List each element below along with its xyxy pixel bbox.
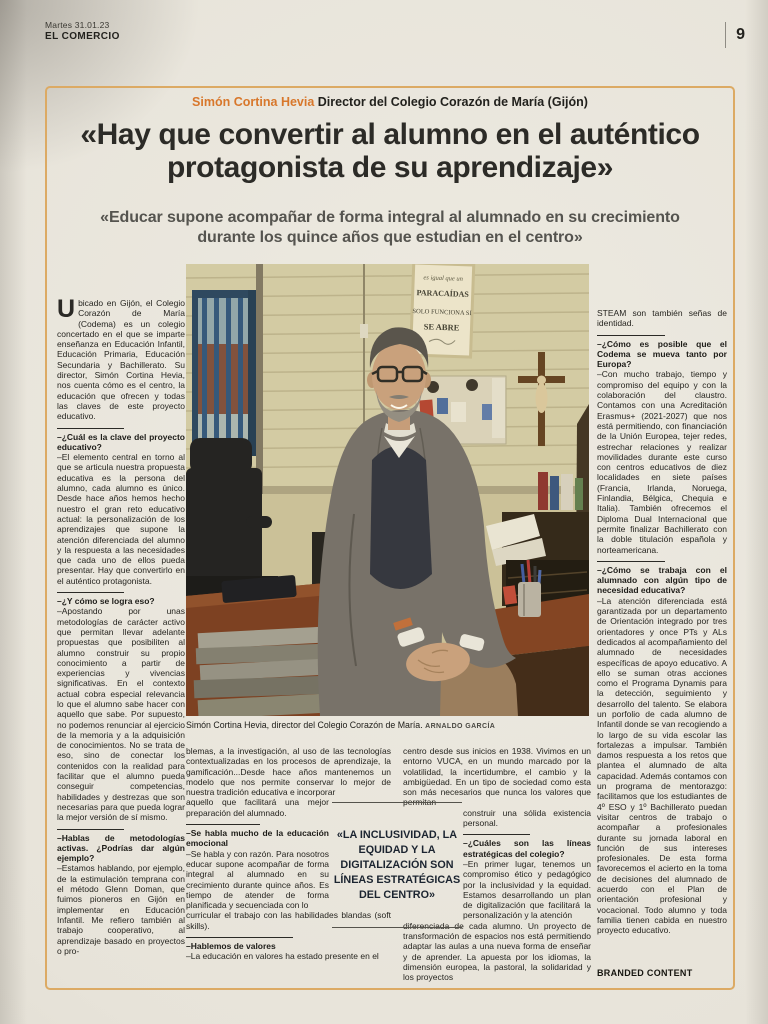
intro-text: bicado en Gijón, el Colegio Corazón de María (Codema) es un colegio concertado en el que se imparte enseñanza en Educación Infantil, Educación Primaria, Educación Secundaria y Bachillerato. Su director, Simón Cortina Hevia, nos cuenta cómo es el centro, la educación que ofrecen y todas las claves de este proyecto educativo. bbox=[57, 298, 185, 422]
masthead-right bbox=[725, 20, 745, 50]
question-rule bbox=[57, 829, 124, 830]
answer-continuation: blemas, a la investigación, al uso de las tecnologías contextualizadas en los procesos de aprendizaje, la gamificación...Desde hace años mantenemos un modelo que nos permite conservar lo mejor de nuestra tradición educativa e incorporar bbox=[186, 746, 391, 798]
answer-continuation: STEAM son también señas de identidad. bbox=[597, 308, 727, 329]
answer-continuation: diferenciada de cada alumno. Un proyecto de transformación de espacios nos está permitiendo adaptar las aulas a una nueva forma de enseñar y de aprender. La apuesta por los idiomas, la dimensión europea, la pastoral, la solidaridad y los proyectos bbox=[403, 920, 591, 983]
answer: –Estamos hablando, por ejemplo, de la estimulación temprana con el método Glenn Doman, que fuimos pioneros en Gijón en implementar en Educación Infantil. Me refiero también al trabajo cooperativo, al aprendizaje basado en proyectos o pro- bbox=[57, 863, 185, 956]
question-rule bbox=[463, 834, 530, 835]
subheadline: «Educar supone acompañar de forma integral al alumnado en su crecimiento durante los quince años que estudian en el centro» bbox=[100, 209, 680, 246]
qa-section bbox=[57, 592, 185, 823]
masthead bbox=[45, 20, 745, 50]
question-rule bbox=[57, 592, 124, 593]
wrap-around-quote bbox=[186, 797, 329, 910]
answer: –Con mucho trabajo, tiempo y compromiso del equipo y con la colaboración del claustro. Contamos con una Acreditación Erasmus+ (2021-2027) que nos está permitiendo, con financiación de la Unión Europea, tejer redes, estrechar relaciones y realizar movilidades durante este curso con centros educativos de diez localidades en siete países (Francia, Irlanda, Noruega, Finlandia, Bélgica, Chequia e Italia). También ofrecemos el Diploma Dual Internacional que permite finalizar Bachillerato con la doble titulación española y norteamericana. bbox=[597, 369, 727, 555]
question: –¿Y cómo se logra eso? bbox=[57, 596, 155, 607]
kicker-name: Simón Cortina Hevia bbox=[192, 95, 315, 109]
qa-section bbox=[186, 937, 391, 962]
photo-caption bbox=[186, 720, 589, 732]
answer-continuation: curricular el trabajo con las habilidades blandas (soft skills). bbox=[186, 910, 391, 931]
qa-section bbox=[597, 335, 727, 555]
sign-line3: SE ABRE bbox=[423, 321, 460, 333]
answer: –La educación en valores ha estado presente en el bbox=[186, 951, 379, 962]
answer-continuation: construir una sólida existencia personal. bbox=[463, 807, 591, 829]
answer-continuation: aquello que facilitará una mejor preparación del alumnado. bbox=[186, 797, 329, 818]
sign-line2: SOLO FUNCIONA SI bbox=[412, 307, 472, 318]
pull-quote: «LA INCLUSIVIDAD, LA EQUIDAD Y LA DIGITALIZACIÓN SON LÍNEAS ESTRATÉGICAS DEL CENTRO» bbox=[333, 828, 461, 901]
answer: –En primer lugar, tenemos un compromiso ético y pedagógico por la inclusividad y la equidad. Estamos desarrollando un plan de digitalización que facilitará la personalización y la atención bbox=[463, 858, 591, 921]
column-right bbox=[597, 308, 727, 980]
below-photo-region bbox=[186, 746, 591, 994]
masthead-brand: EL COMERCIO bbox=[45, 31, 120, 42]
intro-paragraph bbox=[57, 298, 185, 422]
sign-line1: PARACAÍDAS bbox=[416, 288, 470, 299]
answer: –Apostando por unas metodologías de carácter activo que permitan llevar adelante propuestas que posibiliten al alumno construir su propio conocimiento a partir de experiencias y vivencias significativas. En el contexto actual cobra especial relevancia lo que el alumno sabe hacer con aquello que sabe. Por supuesto, no podemos renunciar al ejercicio de la memoria y a la adquisición de conocimientos. No se trata de eso, sino de conectar los contenidos con la realidad para facilitar que el alumno pueda conseguir competencias, habilidades y destrezas que son necesarias para que pueda lograr la mejor versión de sí mismo. bbox=[57, 606, 185, 823]
headline: «Hay que convertir al alumno en el auténtico protagonista de su aprendizaje» bbox=[80, 118, 700, 184]
qa-section bbox=[597, 561, 727, 936]
question: –¿Cómo se trabaja con el alumnado con algún tipo de necesidad educativa? bbox=[597, 564, 727, 596]
question: –¿Cómo es posible que el Codema se mueva tanto por Europa? bbox=[597, 338, 727, 370]
question: –Hablemos de valores bbox=[186, 941, 276, 952]
qa-section bbox=[186, 824, 329, 910]
answer: –La atención diferenciada está garantizada por un departamento de Orientación integrado por tres orientadores y once PTs y ALs dedicados al acompañamiento del alumnado de necesidades específicas de apoyo educativo. A ello se suman otras acciones como el Programa Dynamis para la detección, seguimiento y desarrollo del talento. Se elabora un porfolio de cada alumno de Infantil donde se van recogiendo a lo largo de su vida escolar las fortalezas a impulsar. También damos respuesta a los retos que plantea el alumnado de alta capacidad. Además contamos con un programa de mentorazgo: facilitamos que los estudiantes de 4º ESO y 1º Bachillerato puedan visitar centros de trabajo o acompañar a profesionales durante su jornada laboral en función de sus intereses profesionales. De esta forma favorecemos el acierto en la toma de decisiones del alumnado de acuerdo con el Plan de orientación profesional y vocacional. Todo alumno y toda familia tienen cabida en nuestro proyecto educativo. bbox=[597, 595, 727, 936]
question-rule bbox=[186, 824, 260, 825]
qa-section bbox=[57, 428, 185, 586]
qa-section bbox=[463, 834, 591, 920]
page-number-rule bbox=[725, 22, 726, 48]
masthead-left bbox=[45, 20, 120, 42]
question-rule bbox=[57, 428, 124, 429]
pull-quote-box bbox=[332, 802, 462, 928]
kicker bbox=[47, 95, 733, 109]
article-box bbox=[45, 86, 735, 990]
masthead-date: Martes 31.01.23 bbox=[45, 20, 110, 30]
question: –Hablas de metodologías activas. ¿Podrías dar algún ejemplo? bbox=[57, 832, 185, 864]
qa-section bbox=[57, 829, 185, 957]
kicker-role: Director del Colegio Corazón de María (Gijón) bbox=[317, 95, 588, 109]
question-rule bbox=[597, 335, 665, 336]
question: –¿Cuáles son las líneas estratégicas del colegio? bbox=[463, 838, 591, 859]
page-number: 9 bbox=[736, 26, 745, 43]
photo-credit: ARNALDO GARCÍA bbox=[425, 723, 496, 730]
photo-illustration bbox=[186, 264, 589, 716]
branded-content-label: BRANDED CONTENT bbox=[597, 967, 693, 978]
column-left bbox=[57, 298, 185, 1000]
drop-cap: U bbox=[57, 298, 76, 323]
question: –¿Cuál es la clave del proyecto educativo? bbox=[57, 431, 185, 452]
pull-quote-rule bbox=[332, 802, 462, 803]
sign-top-text: es igual que un bbox=[423, 274, 464, 283]
answer: –Se habla y con razón. Para nosotros educar supone acompañar de forma integral al alumnado en su crecimiento durante quince años. Es tiempo de atender de forma planificada y secuenciada con lo bbox=[186, 848, 329, 911]
wrap-around-quote bbox=[463, 808, 591, 921]
photo bbox=[186, 264, 589, 732]
answer: –El elemento central en torno al que se articula nuestra propuesta educativa es la persona del alumno, cada alumno es único. Desde hace años hemos hecho nuestro el gran reto educativo actual: la personalización de los aprendizajes que supone la atención diferenciada del alumno y la respuesta a las necesidades que cada uno de ellos pueda presentar. Hay que convertirlo en el auténtico protagonista. bbox=[57, 452, 185, 586]
pull-quote-rule bbox=[332, 927, 462, 928]
answer-continuation: centro desde sus inicios en 1938. Vivimos en un entorno VUCA, en un mundo marcado por la volatilidad, la incertidumbre, el cambio y la ambigüedad. En un tipo de sociedad como esta son más necesarios que nunca los valores que permitan bbox=[403, 746, 591, 808]
question-rule bbox=[597, 561, 665, 562]
question-rule bbox=[186, 937, 293, 938]
caption-text: Simón Cortina Hevia, director del Colegio Corazón de María. bbox=[186, 720, 423, 730]
question: –Se habla mucho de la educación emocional bbox=[186, 828, 329, 849]
